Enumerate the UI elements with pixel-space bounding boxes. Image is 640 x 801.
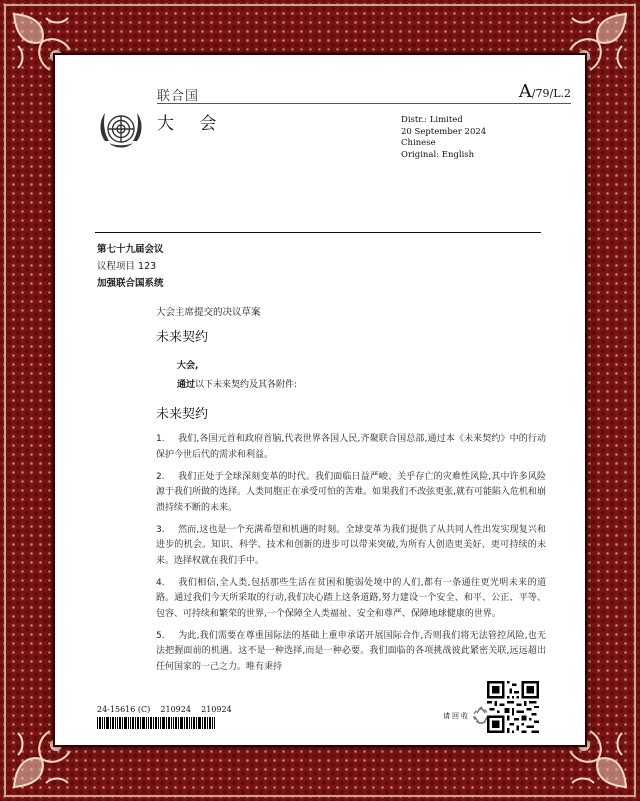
paragraph-number: 4.: [156, 577, 165, 588]
paragraph-text: 我们正处于全球深刻变革的时代。我们面临日益严峻、关乎存亡的灾难性风险,其中许多风险源于我们所做的选择。人类同胞正在承受可怕的苦难。如果我们不改弦更张,就有可能陷入危机和崩溃持续不断的未来。: [156, 471, 546, 513]
recycle-label: 请回收: [443, 712, 470, 720]
adopts-clause: [177, 377, 297, 390]
session-label: 第七十九届会议: [97, 244, 164, 255]
paragraph-text: 为此,我们需要在尊重国际法的基础上重申承诺开展国际合作,否则我们将无法管控风险,也无法把握面前的机遇。这不是一种选择,而是一种必要。我们面临的各项挑战彼此紧密关联,远远超出任何国家的一己之力。唯有秉持: [156, 630, 546, 672]
preamble-actor: 大会,: [177, 361, 199, 371]
paragraph-number: 3.: [156, 524, 165, 535]
paragraph-number: 1.: [156, 434, 165, 444]
organization-name: 联合国: [157, 89, 200, 104]
distribution-language: Chinese: [401, 138, 436, 148]
header-rule: [157, 103, 571, 104]
paragraph: [156, 576, 546, 623]
qr-code-icon: [487, 681, 539, 733]
adopts-text: 以下未来契约及其各附件:: [195, 380, 298, 390]
paragraph-number: 2.: [156, 471, 165, 482]
distribution-date: 20 September 2024: [401, 126, 487, 137]
paragraph: [156, 629, 546, 676]
paragraph-text: 我们相信,全人类,包括那些生活在贫困和脆弱处境中的人们,都有一条通往更光明未来的道路。通过我们今天所采取的行动,我们决心踏上这条道路,努力建设一个安全、和平、公正、平等、包容、可持续和繁荣的世界,一个保障全人类福祉、安全和尊严、保障地球健康的世界。: [156, 577, 546, 619]
document-page: [55, 55, 585, 745]
un-emblem-icon: [97, 107, 145, 153]
symbol-rest: /79/L.2: [531, 87, 571, 100]
distribution-line: Distr.: Limited: [401, 115, 463, 125]
document-symbol: [519, 81, 571, 102]
section-rule: [95, 232, 541, 233]
adopts-keyword: 通过: [177, 380, 196, 390]
distribution-original: Original: English: [401, 149, 475, 160]
draft-label: 大会主席提交的决议草案: [156, 307, 261, 318]
paragraph-text: 我们,各国元首和政府首脑,代表世界各国人民,齐聚联合国总部,通过本《未来契约》中的行动保护今世后代的需求和利益。: [156, 434, 546, 460]
annex-title: 未来契约: [156, 407, 209, 422]
resolution-title: 未来契约: [156, 330, 209, 345]
agenda-topic: 加强联合国系统: [97, 278, 164, 289]
paragraph-list: [156, 432, 546, 682]
document-code: 24-15616 (C) 210924 210924: [97, 705, 232, 714]
agenda-item: 议程项目 123: [97, 261, 157, 272]
paragraph-number: 5.: [156, 630, 165, 641]
paragraph-text: 然而,这也是一个充满希望和机遇的时刻。全球变革为我们提供了从共同人性出发实现复兴和进步的机会。知识、科学、技术和创新的进步可以带来突破,为所有人创造更美好、更可持续的未来。选择权就在我们手中。: [156, 524, 546, 566]
paragraph: [156, 470, 546, 517]
paragraph: [156, 432, 546, 463]
paragraph: [156, 523, 546, 570]
barcode-icon: [97, 717, 215, 729]
symbol-prefix: A: [518, 81, 532, 102]
distribution-block: [401, 115, 486, 161]
assembly-title: 大 会: [157, 114, 227, 134]
